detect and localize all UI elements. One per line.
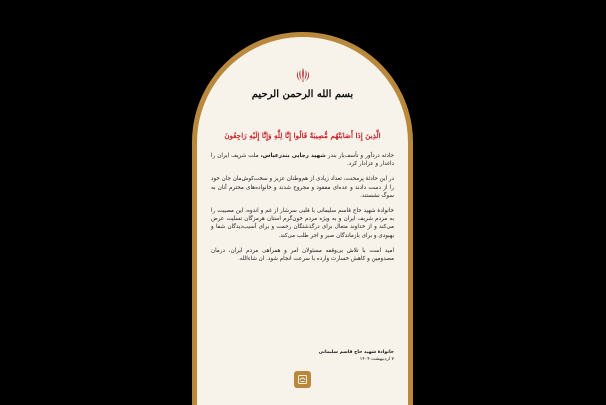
foundation-logo-icon [294,371,311,388]
condolence-card [197,37,408,405]
paragraph-4: امید است با تلاش بی‌وقفه مسئولان امر و همراهی مردم ایران، درمان مصدومین و کاهش خسارت وارده با سرعت انجام شود. ان شاءالله. [211,247,394,263]
signature-date: ۷ اردیبهشت ۱۴۰۴ [359,357,394,362]
signature-name: خانوادهٔ شهید حاج قاسم سلیمانی [318,350,394,355]
iran-emblem-icon [295,67,311,83]
bismillah-heading: بسم الله الرحمن الرحیم [251,89,354,100]
paragraph-2: در این حادثهٔ پرمحنت، تعداد زیادی از هم‌وطنان عزیز و سخت‌کوش‌مان جان خود را از دست دادند و عده‌ای مفقود و مجروح شدند و خانواده‌های محترم آنان به سوگ نشستند. [211,176,394,199]
location-name: شهید رجایی بندرعباس، [260,153,326,159]
quran-verse: الَّذِينَ إِذَا أَصَابَتْهُم مُّصِيبَةٌ قَالُوا إِنَّا لِلَّهِ وَإِنَّا إِلَيْهِ رَاجِعُونَ [224,131,381,140]
paragraph-1: حادثه دردآور و تأسف‌بار بندر شهید رجایی بندرعباس، ملت شریف ایران را داغدار و عزادار کرد. [211,153,394,168]
paragraph-3: خانوادهٔ شهید حاج قاسم سلیمانی با قلبی سرشار از غم و اندوه، این مصیبت را به مردم شریف ایران و به ویژه مردم خون‌گرم استان هرمزگان تسلیت عرض می‌کند و از خداوند متعال برای درگذشتگان رحمت و برای آسیب‌دیدگان شفا و بهبودی و برای بازماندگان صبر و اجر طلب می‌کند. [211,208,394,239]
statement-body [211,152,394,270]
signature-block [319,349,394,363]
